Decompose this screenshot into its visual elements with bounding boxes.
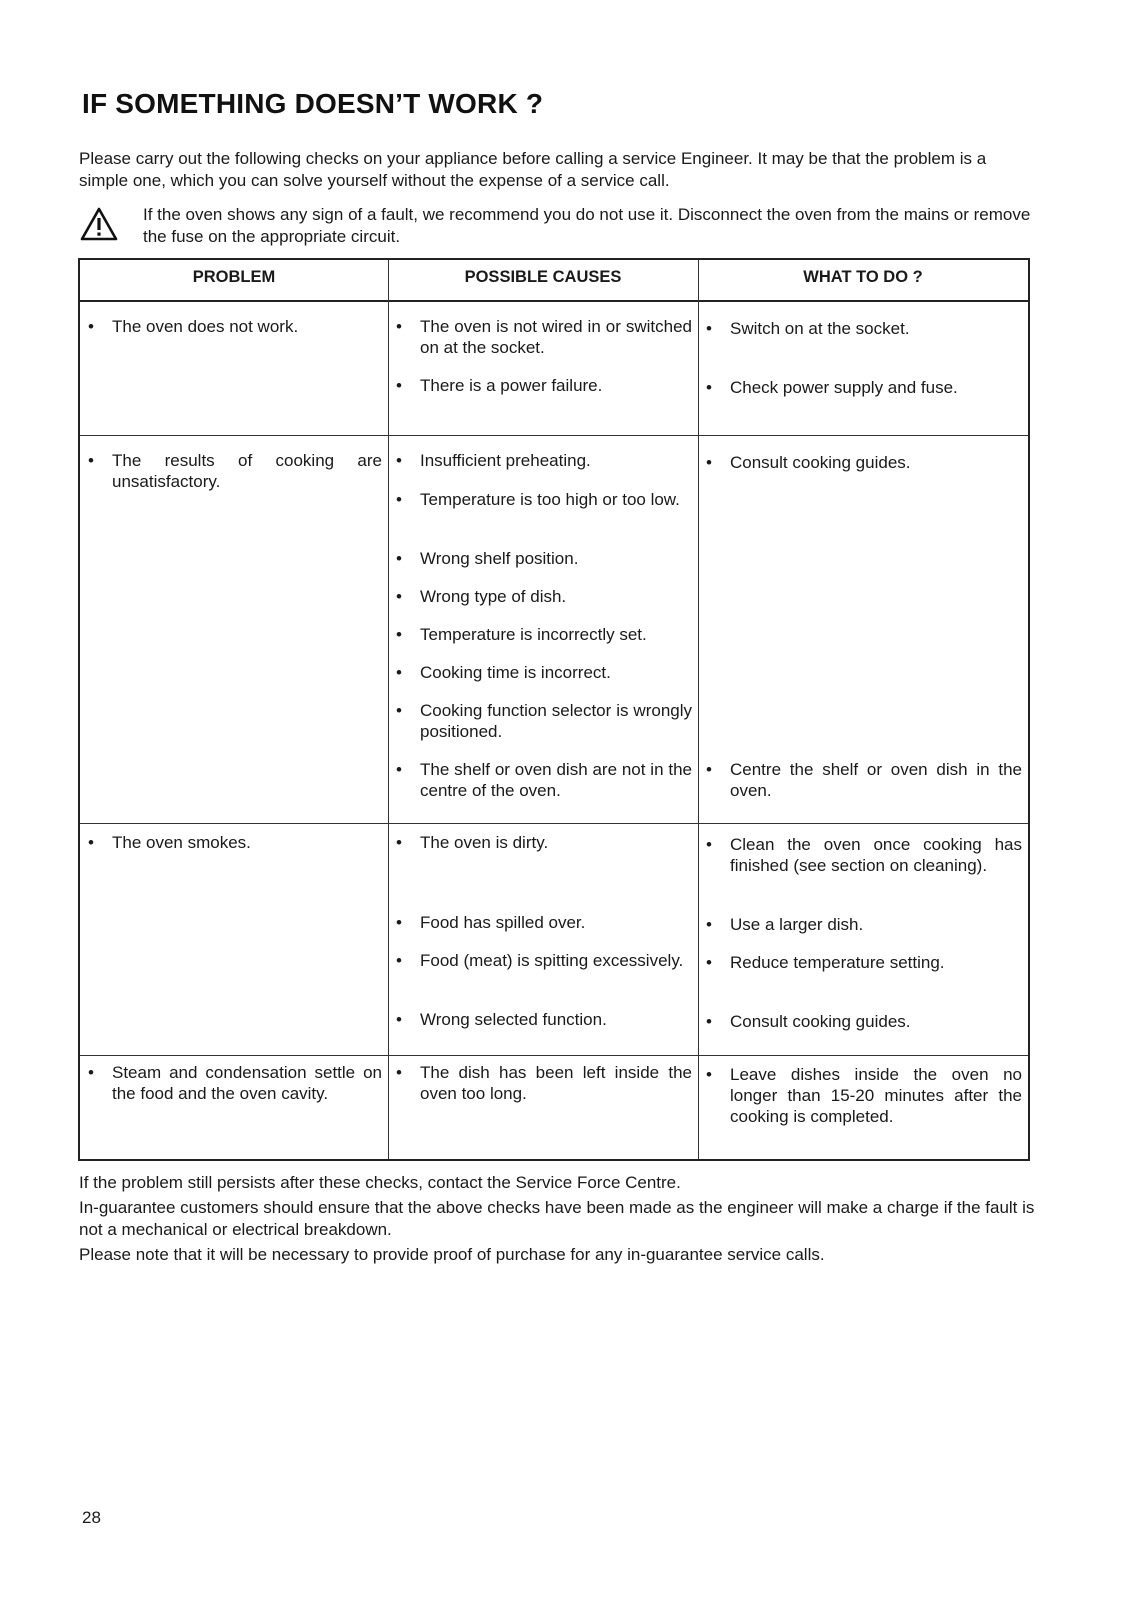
table-row-cause: • The shelf or oven dish are not in the centre of the oven. [388, 759, 692, 801]
row-divider [80, 435, 1028, 436]
table-row-action: • Reduce temperature setting. [698, 952, 1022, 973]
footer-note: In-guarantee customers should ensure that the above checks have been made as the engineer will make a charge if the fault is not a mechanical or electrical breakdown. [79, 1198, 1035, 1239]
table-row-cause: • Wrong type of dish. [388, 586, 692, 607]
table-row-action: • Consult cooking guides. [698, 452, 1022, 473]
table-row-problem: • The oven does not work. [80, 316, 382, 337]
warning-text: If the oven shows any sign of a fault, we recommend you do not use it. Disconnect the oven from the mains or remove the fuse on the appropriate circuit. [143, 205, 1031, 246]
table-row-cause: • Food (meat) is spitting excessively. [388, 950, 692, 971]
table-row-action: • Use a larger dish. [698, 914, 1022, 935]
table-row-action: • Consult cooking guides. [698, 1011, 1022, 1032]
table-row-cause: • Wrong shelf position. [388, 548, 692, 569]
table-row-cause: • Food has spilled over. [388, 912, 692, 933]
table-row-cause: • The dish has been left inside the oven too long. [388, 1062, 692, 1104]
footer-note: Please note that it will be necessary to provide proof of purchase for any in-guarantee service calls. [79, 1245, 825, 1264]
table-row-action: • Leave dishes inside the oven no longer than 15-20 minutes after the cooking is completed. [698, 1064, 1022, 1127]
table-row-cause: • Temperature is too high or too low. [388, 489, 692, 510]
intro-paragraph: Please carry out the following checks on your appliance before calling a service Engineer. It may be that the problem is a simple one, which you can solve yourself without the expense of a service call. [79, 149, 987, 190]
row-divider [80, 823, 1028, 824]
table-row-cause: • Wrong selected function. [388, 1009, 692, 1030]
table-row-cause: • Temperature is incorrectly set. [388, 624, 692, 645]
footer-notes [79, 1172, 1037, 1269]
table-row-problem: • Steam and condensation settle on the food and the oven cavity. [80, 1062, 382, 1104]
page-title: IF SOMETHING DOESN’T WORK ? [82, 88, 544, 119]
troubleshooting-table [78, 258, 1030, 1161]
table-row-cause: • Cooking function selector is wrongly positioned. [388, 700, 692, 742]
table-row-action: • Clean the oven once cooking has finished (see section on cleaning). [698, 834, 1022, 876]
table-row-cause: • Insufficient preheating. [388, 450, 692, 471]
table-row-cause: • There is a power failure. [388, 375, 692, 396]
header-what-to-do: WHAT TO DO ? [803, 268, 923, 286]
table-header [80, 260, 1028, 302]
page-number: 28 [82, 1508, 101, 1527]
header-possible-causes: POSSIBLE CAUSES [464, 268, 622, 286]
row-divider [80, 1055, 1028, 1056]
table-row-cause: • Cooking time is incorrect. [388, 662, 692, 683]
table-row-cause: • The oven is dirty. [388, 832, 692, 853]
table-row-problem: • The results of cooking are unsatisfactory. [80, 450, 382, 492]
header-problem: PROBLEM [192, 268, 276, 286]
table-row-action: • Centre the shelf or oven dish in the oven. [698, 759, 1022, 801]
table-row-cause: • The oven is not wired in or switched on at the socket. [388, 316, 692, 358]
table-row-action: • Check power supply and fuse. [698, 377, 1022, 398]
footer-note: If the problem still persists after these checks, contact the Service Force Centre. [79, 1173, 681, 1192]
warning-triangle-icon [79, 206, 119, 242]
table-row-action: • Switch on at the socket. [698, 318, 1022, 339]
table-row-problem: • The oven smokes. [80, 832, 382, 853]
